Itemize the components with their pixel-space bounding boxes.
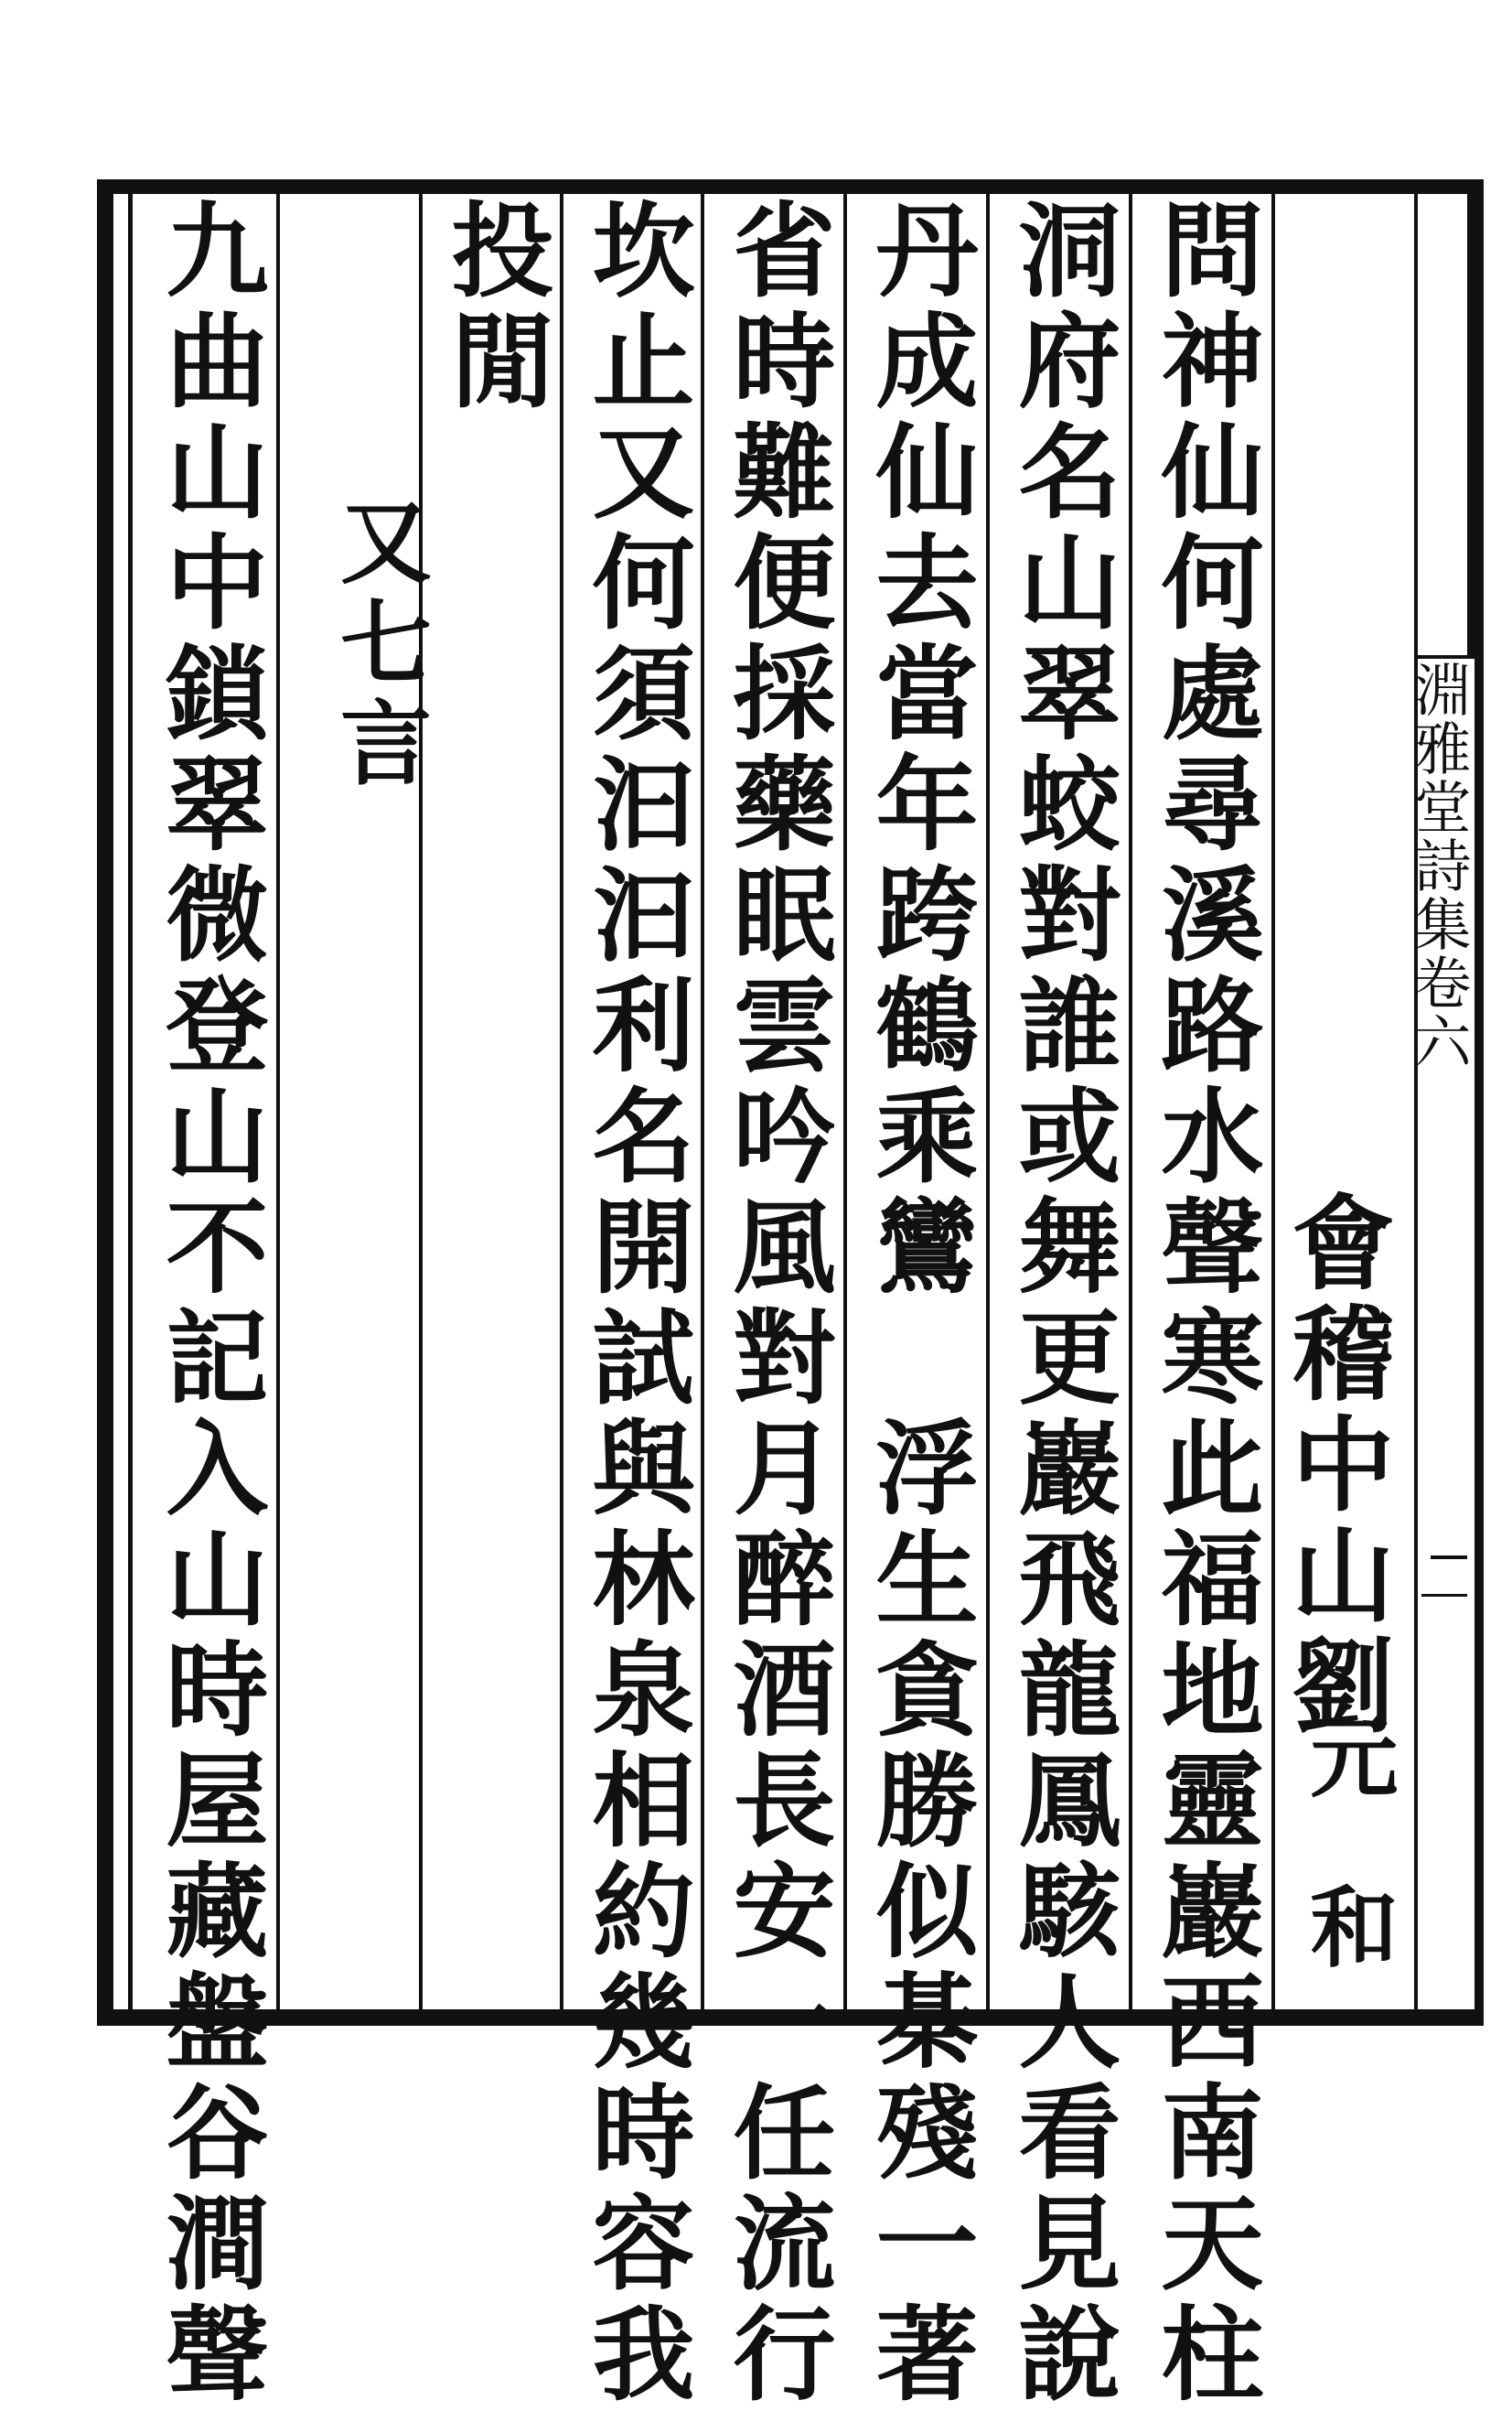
- column-rule: [560, 194, 563, 2011]
- column-rule: [986, 194, 990, 2011]
- banxin-page-mark: [1421, 1594, 1467, 1597]
- text-column-6: 投閒: [434, 197, 554, 418]
- author-name: 會稽中山劉: [1275, 1189, 1395, 1743]
- page-number-mark: [1431, 1555, 1467, 1559]
- fold-line: [1467, 194, 1474, 655]
- banxin-centre-fold: [1405, 194, 1474, 2011]
- text-column-3: 丹成仙去當年跨鶴乘鸞 浮生貪勝似棊殘一著: [859, 197, 979, 2411]
- fore-edge-line: [1474, 179, 1484, 2026]
- banxin-title: 淵雅堂詩集卷六: [1405, 661, 1472, 1071]
- text-column-2: 洞府名山翠蛟對誰或舞更巖飛龍鳳駭人看見說: [1002, 197, 1121, 2411]
- text-column-1: 問神仙何處尋溪路水聲寒此福地靈巖西南天柱: [1144, 197, 1264, 2411]
- poem-subtitle: 又七言: [325, 494, 433, 796]
- column-rule: [701, 194, 704, 2011]
- author-role: 元和: [1296, 1711, 1399, 2051]
- text-column-5: 坎止又何須汩汩利名開試與林泉相約幾時容我: [575, 197, 695, 2411]
- banxin-upper-block: [1414, 194, 1474, 659]
- column-rule: [1129, 194, 1132, 2011]
- column-rule: [419, 194, 423, 2011]
- column-rule: [276, 194, 280, 2011]
- text-column-4: 省時難便採藥眠雲吟風對月醉酒長安一任流行: [716, 197, 836, 2411]
- page-number: [1431, 1566, 1432, 1567]
- text-column-8: 九曲山中鎖翠微登山不記入山時屋藏盤谷澗聲: [149, 197, 269, 2411]
- inner-border-line: [128, 194, 133, 2011]
- column-rule: [843, 194, 847, 2011]
